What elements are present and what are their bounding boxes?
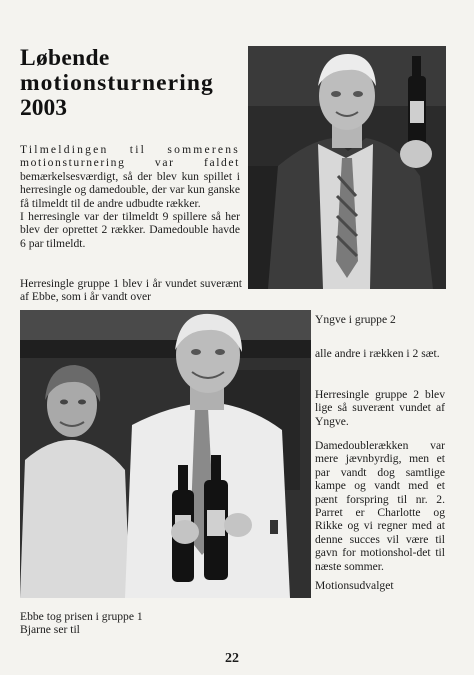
- title-line: Løbende: [20, 45, 110, 71]
- caption-line: Bjarne ser til: [20, 623, 80, 637]
- paragraph-ebbe: Herresingle gruppe 1 blev i år vundet suverænt af Ebbe, som i år vandt over: [20, 277, 242, 304]
- caption-ebbe: [20, 610, 220, 637]
- photo-yngve: [248, 46, 446, 289]
- intro-line: motionsturnering var faldet: [20, 156, 240, 170]
- title-line: 2003: [20, 95, 67, 121]
- intro-text: bemærkelsesværdigt, så der blev kun spillet i herresingle og damedouble, der var kun ganske få tilmeldt til de andre udbudte rækker.: [20, 169, 240, 210]
- intro-line: Tilmeldingen til sommerens: [20, 143, 240, 156]
- caption-line: Ebbe tog prisen i gruppe 1: [20, 610, 143, 623]
- right-paragraph-1: alle andre i rækken i 2 sæt.: [315, 347, 440, 360]
- right-paragraph-2: Herresingle gruppe 2 blev lige så suverænt vundet af Yngve.: [315, 388, 445, 428]
- title-line: motionsturnering: [20, 70, 214, 96]
- page-number: 22: [225, 651, 239, 666]
- photo-ebbe-bjarne: [20, 310, 311, 598]
- intro-paragraph: [20, 143, 240, 250]
- signature: Motionsudvalget: [315, 579, 394, 592]
- right-paragraph-3: Damedoublerækken var mere jævnbyrdig, men et par vandt dog samtlige kampe og vandt med et pænt forspring til nr. 2. Parret er Charlotte og Rikke og vi regner med at denne succes vil være til gavn for motionshol-det til næste sommer.: [315, 439, 445, 573]
- caption-yngve: Yngve i gruppe 2: [315, 313, 396, 326]
- intro-text-2: I herresingle var der tilmeldt 9 spillere så her blev der oprettet 2 rækker. Damedouble havde 6 par tilmeldt.: [20, 210, 240, 250]
- article-title: [20, 46, 240, 121]
